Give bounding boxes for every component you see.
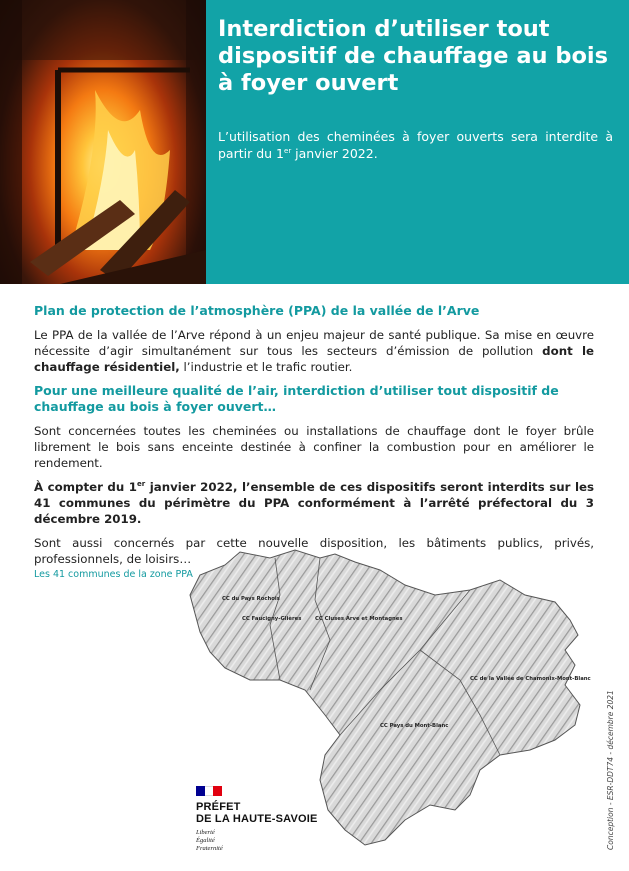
flag-white-stripe [205,786,214,796]
page-title: Interdiction d’utiliser tout dispositif de chauffage au bois à foyer ouvert [218,16,609,96]
map-label-cluses: CC Cluses Arve et Montagnes [315,616,403,622]
header-banner [0,0,629,284]
motto-liberte: Liberté [196,829,215,836]
logo-line-2: DE LA HAUTE-SAVOIE [196,813,318,825]
header-subtitle: L’utilisation des cheminées à foyer ouverts sera interdite à partir du 1er janvier 2022. [218,129,613,161]
design-credit: Conception - ESR-DDT74 - décembre 2021 [606,690,615,850]
section-heading-ban: Pour une meilleure qualité de l’air, interdiction d’utiliser tout dispositif de chauffage au bois à foyer ouvert… [34,383,559,414]
deadline-paragraph: À compter du 1er janvier 2022, l’ensemble de ces dispositifs seront interdits sur les 41 communes du périmètre du PPA conformément à l’arrêté préfectoral du 3 décembre 2019. [34,480,595,526]
logo-motto [196,829,336,853]
logo-line-1: PRÉFET [196,801,241,813]
flag-blue-stripe [196,786,205,796]
flag-red-stripe [213,786,222,796]
section-heading-ppa: Plan de protection de l’atmosphère (PPA) de la vallée de l’Arve [34,303,480,318]
map-label-faucigny-glieres: CC Faucigny-Glières [242,616,302,622]
tricolor-flag-icon [196,786,222,796]
ppa-paragraph: Le PPA de la vallée de l’Arve répond à un enjeu majeur de santé publique. Sa mise en œuvre nécessite d’agir simultanément sur tous les secteurs d’émission de pollution dont le chauffage résidentiel, l’industrie et le trafic routier. [34,328,594,374]
motto-fraternite: Fraternité [196,845,223,852]
header-panel [206,0,629,284]
fireplace-photo [0,0,206,284]
prefet-logo [196,786,336,853]
concerned-paragraph: Sont concernées toutes les cheminées ou installations de chauffage dont le foyer brûle librement le bois sans enceinte destinée à confiner la combustion pour en améliorer le rendement. [34,424,594,470]
map-caption: Les 41 communes de la zone PPA [34,569,193,580]
map-label-pays-rochois: CC du Pays Rochois [222,596,280,602]
motto-egalite: Égalité [196,837,215,844]
fireplace-illustration [0,0,206,284]
map-label-mont-blanc: CC Pays du Mont-Blanc [380,723,449,729]
map-label-chamonix: CC de la Vallée de Chamonix-Mont-Blanc [470,676,591,682]
buildings-paragraph: Sont aussi concernés par cette nouvelle disposition, les bâtiments publics, privés, professionnels, de loisirs… [34,536,594,566]
